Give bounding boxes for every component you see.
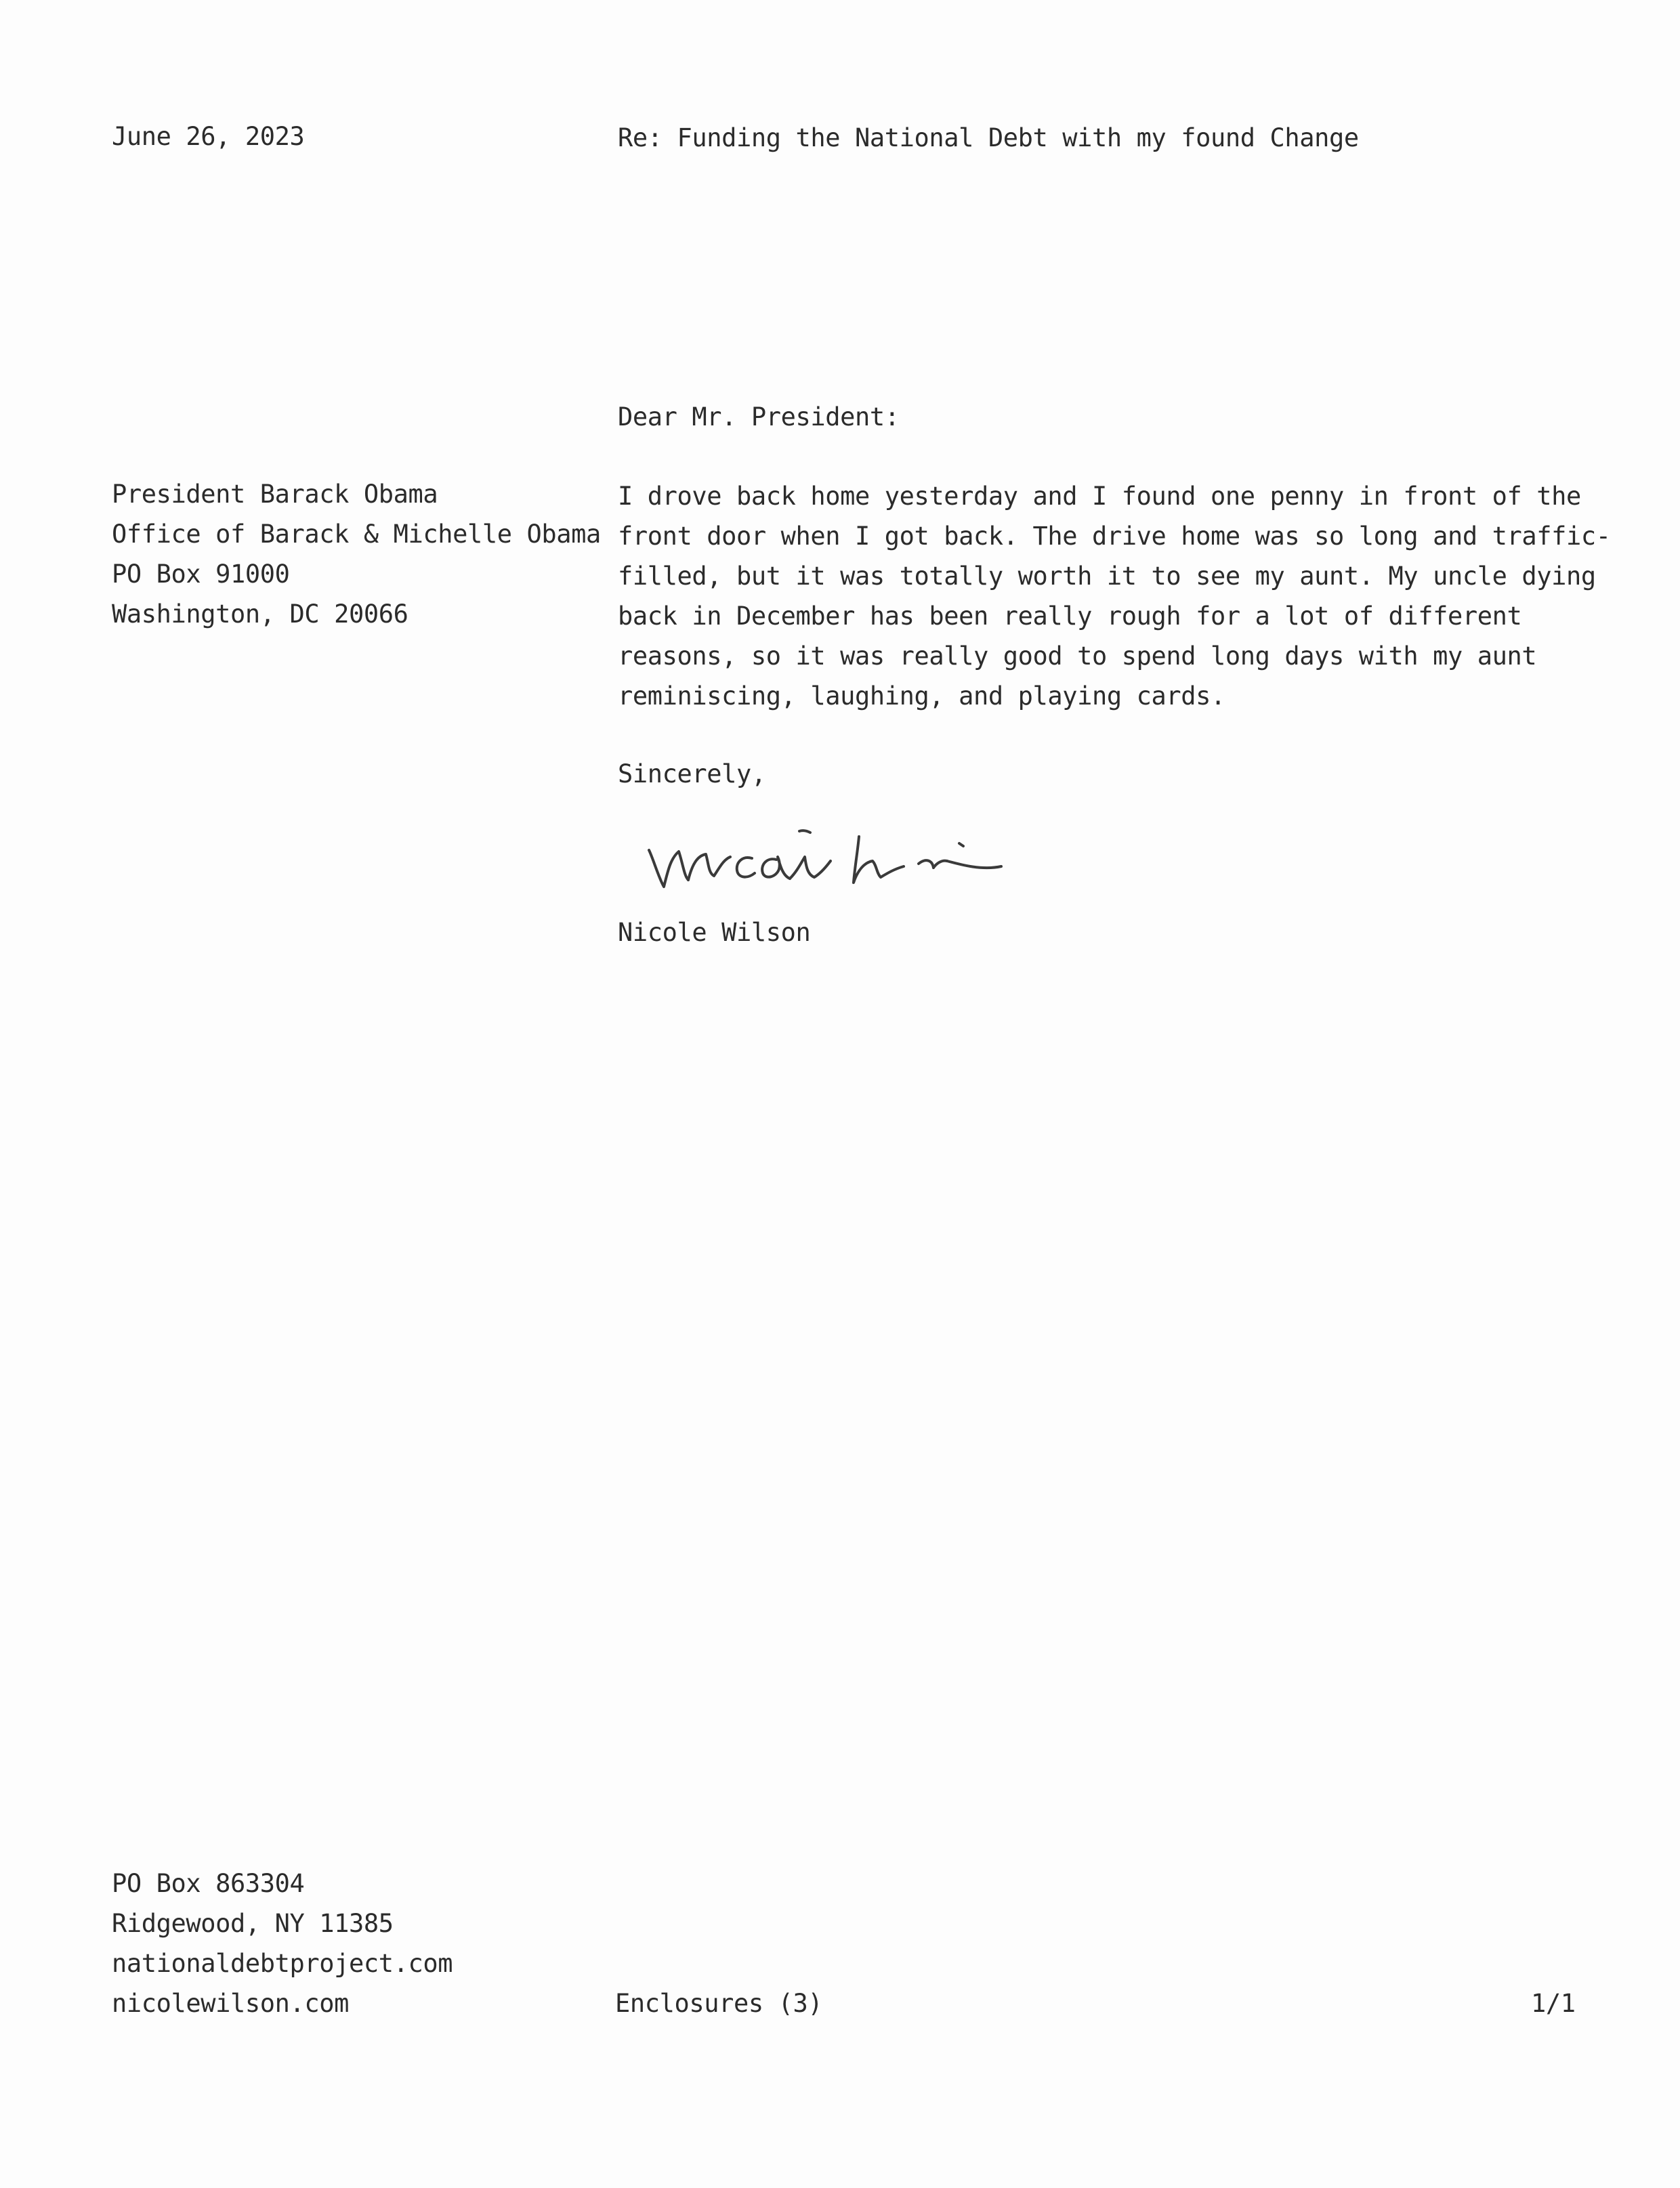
recipient-name: President Barack Obama xyxy=(112,480,438,509)
signer-name: Nicole Wilson xyxy=(618,918,811,947)
enclosures-note: Enclosures (3) xyxy=(615,1989,823,2018)
recipient-po-box: PO Box 91000 xyxy=(112,560,290,589)
letter-body xyxy=(618,476,1611,716)
recipient-office: Office of Barack & Michelle Obama xyxy=(112,520,601,549)
handwritten-signature xyxy=(644,816,1009,904)
recipient-city: Washington, DC 20066 xyxy=(112,599,408,629)
body-line: back in December has been really rough for a lot of different xyxy=(618,602,1522,631)
body-line: reasons, so it was really good to spend long days with my aunt xyxy=(618,641,1537,671)
salutation: Dear Mr. President: xyxy=(618,402,900,432)
subject-line: Re: Funding the National Debt with my found Change xyxy=(618,123,1359,152)
sender-website-project: nationaldebtproject.com xyxy=(112,1949,453,1978)
sender-website-personal: nicolewilson.com xyxy=(112,1989,350,2018)
recipient-address xyxy=(112,474,601,634)
body-line: I drove back home yesterday and I found one penny in front of the xyxy=(618,482,1581,511)
body-line: filled, but it was totally worth it to see my aunt. My uncle dying xyxy=(618,562,1596,591)
sender-po-box: PO Box 863304 xyxy=(112,1869,305,1898)
body-line: reminiscing, laughing, and playing cards. xyxy=(618,681,1225,711)
body-line: front door when I got back. The drive home was so long and traffic- xyxy=(618,522,1611,551)
letter-date: June 26, 2023 xyxy=(112,122,305,151)
sender-address xyxy=(112,1864,453,2023)
page-number: 1/1 xyxy=(1531,1989,1576,2018)
sender-city: Ridgewood, NY 11385 xyxy=(112,1909,394,1938)
closing: Sincerely, xyxy=(618,759,766,788)
